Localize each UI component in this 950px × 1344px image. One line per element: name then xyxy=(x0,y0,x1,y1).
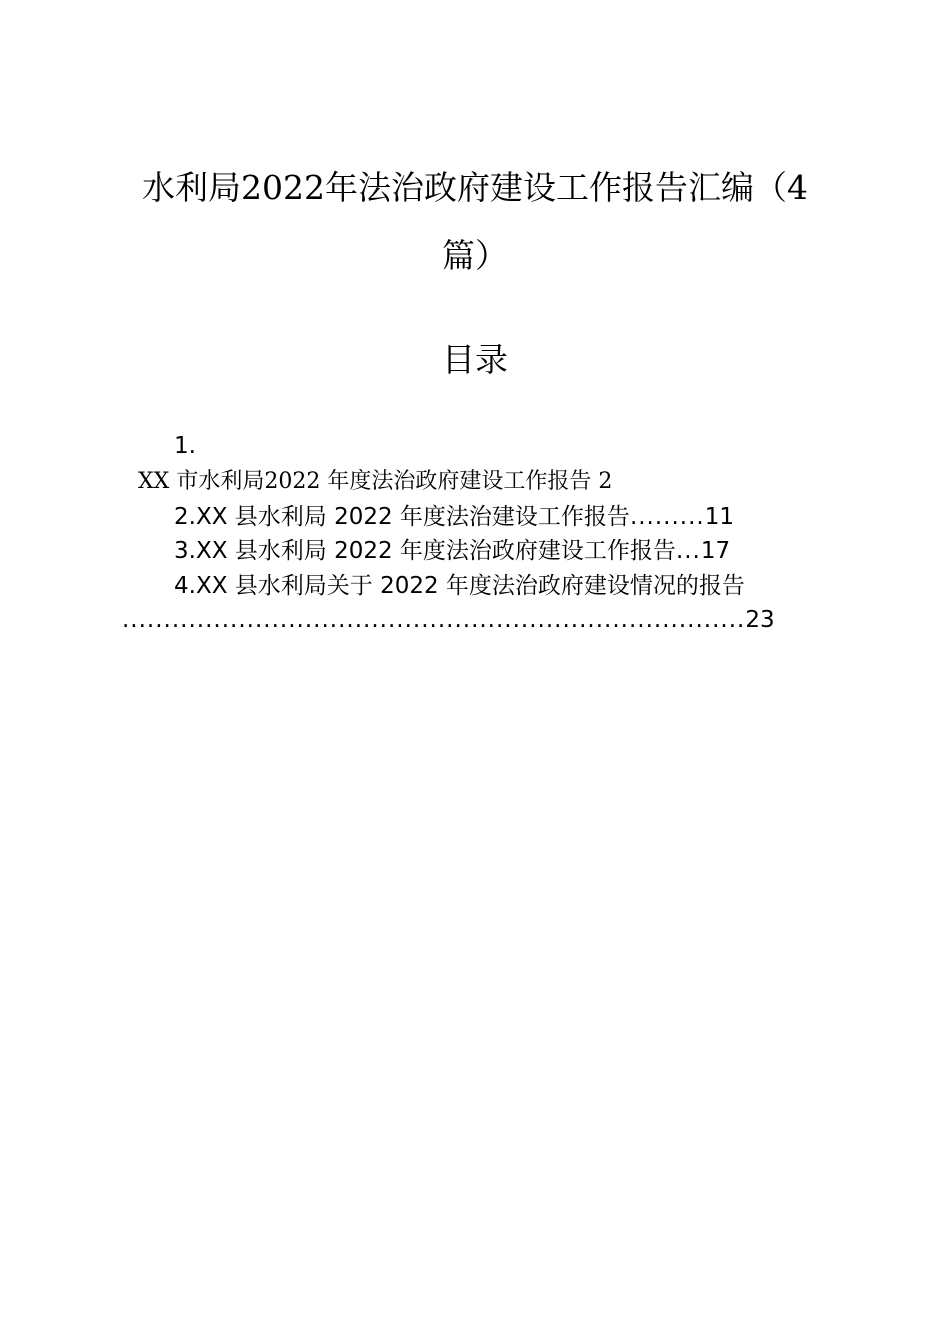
toc-item-4-leader: ........................................................................... xyxy=(122,607,746,633)
title-part-a: 水利局 xyxy=(142,168,241,207)
toc-item-1-part-b: 年度法治政府建设工作报告 xyxy=(327,469,592,494)
toc-item-2[interactable] xyxy=(174,502,734,532)
toc-item-4[interactable] xyxy=(174,571,745,601)
title-year: 2022 xyxy=(241,168,325,207)
toc-item-4-page: 23 xyxy=(745,607,775,633)
toc-item-3-leader: ... xyxy=(675,538,701,564)
toc-item-3-text: 3.XX 县水利局 2022 年度法治政府建设工作报告 xyxy=(174,538,676,564)
title-count: 4 xyxy=(786,168,808,207)
toc-item-2-page: 11 xyxy=(704,504,735,530)
title-part-b: 年法治政府建设工作报告汇编（ xyxy=(324,168,787,207)
toc-item-1-prefix: XX xyxy=(138,469,170,494)
toc-item-1-page: 2 xyxy=(598,469,613,494)
toc-item-3-page: 17 xyxy=(700,538,731,564)
toc-item-1-year: 2022 xyxy=(264,469,321,494)
document-title-line-1 xyxy=(0,168,950,208)
toc-heading: 目录 xyxy=(442,340,508,379)
toc-item-1-number[interactable]: 1. xyxy=(174,433,196,459)
toc-item-4-text: 4.XX 县水利局关于 2022 年度法治政府建设情况的报告 xyxy=(174,573,745,599)
toc-item-3[interactable] xyxy=(174,536,730,566)
toc-item-1[interactable] xyxy=(138,467,612,497)
toc-item-1-part-a: 市水利局 xyxy=(176,469,265,494)
toc-item-4-page-line[interactable] xyxy=(122,605,775,635)
document-title-line-2: 篇） xyxy=(442,236,508,275)
toc-item-2-text: 2.XX 县水利局 2022 年度法治建设工作报告 xyxy=(174,504,630,530)
toc-item-2-leader: ......... xyxy=(629,504,705,530)
